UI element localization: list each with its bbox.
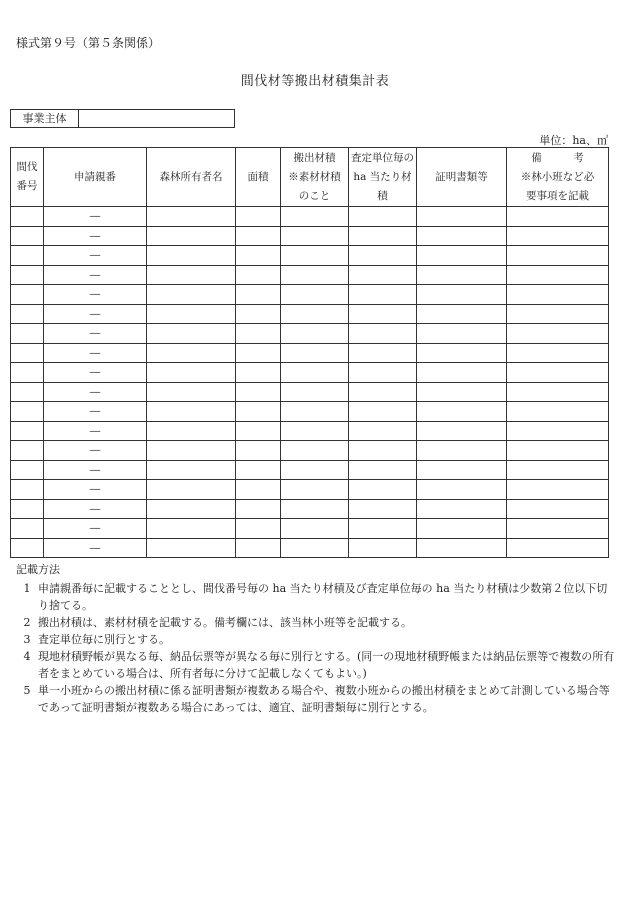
table-cell[interactable] [236, 207, 281, 227]
summary-table [10, 147, 609, 558]
application-number-cell[interactable]: ― [44, 538, 147, 558]
table-cell[interactable] [236, 343, 281, 363]
table-cell[interactable] [147, 441, 236, 461]
table-cell[interactable] [349, 402, 417, 422]
table-cell[interactable] [236, 363, 281, 383]
entity-box [10, 109, 235, 128]
table-cell[interactable] [236, 480, 281, 500]
table-cell[interactable] [281, 480, 349, 500]
table-cell[interactable] [507, 207, 609, 227]
table-cell[interactable] [507, 226, 609, 246]
table-cell[interactable] [349, 499, 417, 519]
table-cell[interactable] [11, 363, 44, 383]
instruction-number: 5 [23, 684, 31, 697]
application-number-cell[interactable]: ― [44, 265, 147, 285]
table-cell[interactable] [417, 441, 507, 461]
table-row [11, 324, 609, 344]
table-cell[interactable] [236, 324, 281, 344]
table-cell[interactable] [349, 480, 417, 500]
table-cell[interactable] [11, 421, 44, 441]
table-cell[interactable] [349, 265, 417, 285]
table-cell[interactable] [349, 441, 417, 461]
instruction-number: 1 [23, 582, 31, 595]
table-row [11, 207, 609, 227]
table-cell[interactable] [507, 460, 609, 480]
table-cell[interactable] [417, 382, 507, 402]
header-remarks: 備 考 ※林小班など必 要事項を記載 [507, 148, 609, 207]
unit-label: 単位：ha、㎥ [539, 134, 608, 147]
table-cell[interactable] [147, 519, 236, 539]
table-cell[interactable] [281, 441, 349, 461]
table-cell[interactable] [349, 207, 417, 227]
table-cell[interactable] [507, 324, 609, 344]
table-cell[interactable] [281, 421, 349, 441]
table-cell[interactable] [11, 382, 44, 402]
application-number-cell[interactable]: ― [44, 441, 147, 461]
table-cell[interactable] [147, 480, 236, 500]
instructions-heading: 記載方法 [16, 563, 60, 576]
table-cell[interactable] [507, 421, 609, 441]
table-cell[interactable] [281, 246, 349, 266]
table-cell[interactable] [11, 285, 44, 305]
table-cell[interactable] [11, 324, 44, 344]
table-cell[interactable] [11, 499, 44, 519]
table-cell[interactable] [349, 538, 417, 558]
page-title: 間伐材等搬出材積集計表 [240, 74, 390, 89]
table-cell[interactable] [147, 246, 236, 266]
table-cell[interactable] [11, 265, 44, 285]
instruction-number: 4 [23, 650, 31, 663]
table-row [11, 382, 609, 402]
table-cell[interactable] [349, 304, 417, 324]
table-cell[interactable] [507, 265, 609, 285]
header-certificates: 証明書類等 [417, 148, 507, 207]
header-area: 面積 [236, 148, 281, 207]
instruction-item [16, 648, 618, 682]
instruction-item [16, 614, 618, 631]
instruction-item [16, 682, 618, 716]
table-cell[interactable] [281, 324, 349, 344]
instruction-item [16, 580, 618, 614]
table-cell[interactable] [349, 285, 417, 305]
table-row [11, 441, 609, 461]
table-cell[interactable] [236, 285, 281, 305]
header-volume-per-ha: 査定単位毎の ha 当たり材 積 [349, 148, 417, 207]
instruction-text: 搬出材積は、素材材積を記載する。備考欄には、該当林小班等を記載する。 [38, 616, 412, 629]
table-cell[interactable] [349, 421, 417, 441]
header-forest-owner: 森林所有者名 [147, 148, 236, 207]
table-cell[interactable] [236, 304, 281, 324]
instruction-text: 現地材積野帳が異なる毎、納品伝票等が異なる毎に別行とする。(同一の現地材積野帳または納品伝票等で複数の所有者をまとめている場合は、所有者毎に分けて記載しなくてもよい。) [38, 650, 615, 680]
table-cell[interactable] [11, 480, 44, 500]
table-cell[interactable] [147, 226, 236, 246]
application-number-cell[interactable]: ― [44, 207, 147, 227]
table-cell[interactable] [281, 382, 349, 402]
table-cell[interactable] [236, 538, 281, 558]
table-header-row [11, 148, 609, 207]
table-row [11, 265, 609, 285]
table-cell[interactable] [147, 402, 236, 422]
application-number-cell[interactable]: ― [44, 363, 147, 383]
instruction-number: 2 [23, 616, 31, 629]
table-cell[interactable] [417, 304, 507, 324]
table-cell[interactable] [349, 246, 417, 266]
table-cell[interactable] [147, 363, 236, 383]
table-cell[interactable] [281, 226, 349, 246]
table-cell[interactable] [147, 538, 236, 558]
table-cell[interactable] [349, 324, 417, 344]
table-cell[interactable] [281, 285, 349, 305]
application-number-cell[interactable]: ― [44, 499, 147, 519]
table-row [11, 363, 609, 383]
table-cell[interactable] [11, 402, 44, 422]
header-thinning-number: 間伐 番号 [11, 148, 44, 207]
table-cell[interactable] [281, 538, 349, 558]
table-cell[interactable] [281, 519, 349, 539]
table-row [11, 538, 609, 558]
table-cell[interactable] [281, 304, 349, 324]
table-cell[interactable] [507, 363, 609, 383]
table-cell[interactable] [507, 499, 609, 519]
table-cell[interactable] [281, 460, 349, 480]
table-cell[interactable] [11, 460, 44, 480]
header-application-number: 申請親番 [44, 148, 147, 207]
table-cell[interactable] [507, 441, 609, 461]
table-row [11, 480, 609, 500]
table-cell[interactable] [417, 499, 507, 519]
table-row [11, 499, 609, 519]
application-number-cell[interactable]: ― [44, 324, 147, 344]
table-cell[interactable] [147, 207, 236, 227]
table-cell[interactable] [236, 519, 281, 539]
instruction-text: 査定単位毎に別行とする。 [38, 633, 170, 646]
table-row [11, 402, 609, 422]
table-cell[interactable] [11, 441, 44, 461]
instruction-item [16, 631, 618, 648]
table-cell[interactable] [417, 226, 507, 246]
table-cell[interactable] [349, 343, 417, 363]
table-cell[interactable] [507, 480, 609, 500]
table-row [11, 343, 609, 363]
table-cell[interactable] [507, 538, 609, 558]
application-number-cell[interactable]: ― [44, 402, 147, 422]
application-number-cell[interactable]: ― [44, 226, 147, 246]
table-cell[interactable] [11, 343, 44, 363]
table-cell[interactable] [507, 519, 609, 539]
table-cell[interactable] [417, 460, 507, 480]
table-cell[interactable] [281, 402, 349, 422]
application-number-cell[interactable]: ― [44, 285, 147, 305]
table-cell[interactable] [11, 538, 44, 558]
table-cell[interactable] [349, 363, 417, 383]
table-cell[interactable] [11, 304, 44, 324]
table-cell[interactable] [147, 499, 236, 519]
form-number: 様式第９号（第５条関係） [16, 36, 161, 50]
table-cell[interactable] [417, 480, 507, 500]
table-cell[interactable] [417, 363, 507, 383]
table-cell[interactable] [147, 382, 236, 402]
application-number-cell[interactable]: ― [44, 460, 147, 480]
table-cell[interactable] [147, 421, 236, 441]
application-number-cell[interactable]: ― [44, 304, 147, 324]
table-cell[interactable] [417, 402, 507, 422]
table-cell[interactable] [507, 343, 609, 363]
table-cell[interactable] [281, 207, 349, 227]
table-cell[interactable] [236, 441, 281, 461]
table-row [11, 285, 609, 305]
header-volume: 搬出材積 ※素材材積 のこと [281, 148, 349, 207]
table-cell[interactable] [236, 460, 281, 480]
table-row [11, 421, 609, 441]
instructions [16, 561, 618, 716]
table-cell[interactable] [11, 519, 44, 539]
application-number-cell[interactable]: ― [44, 343, 147, 363]
table-cell[interactable] [349, 519, 417, 539]
table-cell[interactable] [147, 460, 236, 480]
instruction-text: 単一小班からの搬出材積に係る証明書類が複数ある場合や、複数小班からの搬出材積をまとめて計測している場合等であって証明書類が複数ある場合にあっては、適宜、証明書類毎に別行とする。 [38, 684, 610, 714]
table-cell[interactable] [417, 265, 507, 285]
table-row [11, 519, 609, 539]
table-cell[interactable] [417, 324, 507, 344]
table-cell[interactable] [147, 324, 236, 344]
table-cell[interactable] [417, 343, 507, 363]
table-cell[interactable] [281, 499, 349, 519]
table-cell[interactable] [417, 421, 507, 441]
instruction-text: 申請親番毎に記載することとし、間伐番号毎の ha 当たり材積及び査定単位毎の ha 当たり材積は少数第２位以下切り捨てる。 [38, 582, 608, 612]
table-cell[interactable] [147, 343, 236, 363]
application-number-cell[interactable]: ― [44, 519, 147, 539]
table-cell[interactable] [11, 207, 44, 227]
table-cell[interactable] [147, 285, 236, 305]
table-cell[interactable] [11, 226, 44, 246]
table-cell[interactable] [147, 265, 236, 285]
table-cell[interactable] [507, 402, 609, 422]
table-cell[interactable] [11, 246, 44, 266]
table-cell[interactable] [236, 226, 281, 246]
table-cell[interactable] [236, 421, 281, 441]
table-cell[interactable] [281, 343, 349, 363]
table-cell[interactable] [349, 226, 417, 246]
table-cell[interactable] [236, 265, 281, 285]
table-cell[interactable] [281, 363, 349, 383]
entity-label: 事業主体 [11, 110, 79, 127]
table-row [11, 460, 609, 480]
entity-value-field[interactable] [79, 110, 234, 127]
table-cell[interactable] [507, 246, 609, 266]
table-row [11, 246, 609, 266]
table-cell[interactable] [349, 460, 417, 480]
table-cell[interactable] [236, 499, 281, 519]
table-body [11, 207, 609, 558]
table-cell[interactable] [281, 265, 349, 285]
instruction-number: 3 [23, 633, 31, 646]
table-cell[interactable] [417, 519, 507, 539]
table-row [11, 304, 609, 324]
table-cell[interactable] [507, 285, 609, 305]
table-cell[interactable] [236, 246, 281, 266]
table-cell[interactable] [417, 246, 507, 266]
application-number-cell[interactable]: ― [44, 382, 147, 402]
table-row [11, 226, 609, 246]
table-cell[interactable] [236, 402, 281, 422]
application-number-cell[interactable]: ― [44, 421, 147, 441]
table-cell[interactable] [507, 382, 609, 402]
table-cell[interactable] [417, 285, 507, 305]
table-cell[interactable] [417, 207, 507, 227]
application-number-cell[interactable]: ― [44, 246, 147, 266]
table-cell[interactable] [236, 382, 281, 402]
table-cell[interactable] [507, 304, 609, 324]
table-cell[interactable] [417, 538, 507, 558]
table-cell[interactable] [147, 304, 236, 324]
instructions-list [16, 580, 618, 716]
application-number-cell[interactable]: ― [44, 480, 147, 500]
table-cell[interactable] [349, 382, 417, 402]
